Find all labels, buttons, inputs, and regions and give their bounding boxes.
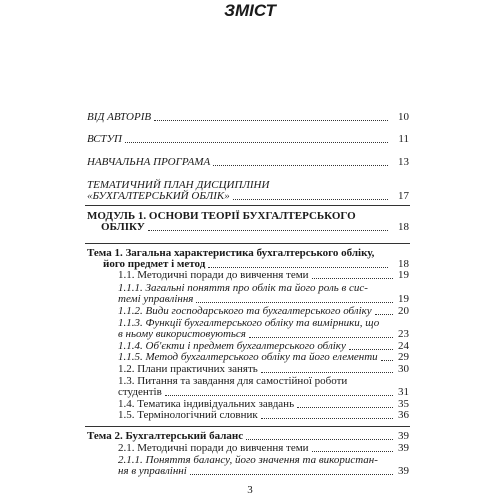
toc-entry-title: МОДУЛЬ 1. ОСНОВИ ТЕОРІЇ БУХГАЛТЕРСЬКОГО xyxy=(87,210,356,222)
dot-leader xyxy=(233,199,388,200)
toc-entry-title: 2.1. Методичні поради до вивчення теми xyxy=(118,442,309,454)
toc-entry-title: «БУХГАЛТЕРСЬКИЙ ОБЛІК» xyxy=(87,190,230,202)
section-divider xyxy=(85,426,410,427)
dot-leader xyxy=(154,120,388,121)
dot-leader xyxy=(148,230,388,231)
toc-page-number: 39 xyxy=(398,465,409,477)
toc-entry-title: ВСТУП xyxy=(87,133,123,145)
toc-entry-title: 1.2. Плани практичних занять xyxy=(118,363,258,375)
toc-page-number: 31 xyxy=(398,386,409,398)
toc-page-number: 19 xyxy=(398,293,409,305)
toc-page-number: 13 xyxy=(398,156,409,168)
toc-entry-title: ТЕМАТИЧНИЙ ПЛАН ДИСЦИПЛІНИ xyxy=(87,179,270,191)
toc-entry-title: 1.1.2. Види господарського та бухгалтерського обліку xyxy=(118,305,372,317)
toc-page-number: 39 xyxy=(398,442,409,454)
toc-entry-title: 1.4. Тематика індивідуальних завдань xyxy=(118,398,295,410)
toc-entry-title: ОБЛІКУ xyxy=(101,221,145,233)
dot-leader xyxy=(246,439,393,440)
toc-entry-title: темі управління xyxy=(118,293,194,305)
dot-leader xyxy=(208,267,388,268)
toc-page-number: 24 xyxy=(398,340,409,352)
toc-page-number: 35 xyxy=(398,398,409,410)
page-title: ЗМІСТ xyxy=(224,1,276,20)
toc-entry-title: ВІД АВТОРІВ xyxy=(87,111,152,123)
toc-page-number: 17 xyxy=(398,190,409,202)
toc-entry-title: 2.1.1. Поняття балансу, його значення та використан- xyxy=(118,454,378,466)
page-number: 3 xyxy=(247,484,253,496)
dot-leader xyxy=(165,395,393,396)
toc-entry-title: 1.5. Термінологічний словник xyxy=(118,409,258,421)
toc-page-number: 36 xyxy=(398,409,409,421)
toc-entry-title: його предмет і метод xyxy=(103,258,206,270)
toc-page-number: 39 xyxy=(398,430,409,442)
dot-leader xyxy=(196,302,393,303)
dot-leader xyxy=(213,165,388,166)
dot-leader xyxy=(312,278,393,279)
toc-page-number: 18 xyxy=(398,221,409,233)
toc-page-number: 29 xyxy=(398,351,409,363)
toc-entry-title: НАВЧАЛЬНА ПРОГРАМА xyxy=(87,156,211,168)
dot-leader xyxy=(249,337,393,338)
dot-leader xyxy=(297,407,393,408)
toc-entry-title: Тема 2. Бухгалтерський баланс xyxy=(87,430,244,442)
toc-entry-title: 1.1.4. Об'єкти і предмет бухгалтерського обліку xyxy=(118,340,346,352)
toc-page-number: 10 xyxy=(398,111,409,123)
dot-leader xyxy=(312,451,393,452)
dot-leader xyxy=(190,474,393,475)
toc-entry-title: 1.1.5. Метод бухгалтерського обліку та його елементи xyxy=(118,351,378,363)
toc-entry-title: 1.3. Питання та завдання для самостійної роботи xyxy=(118,375,348,387)
toc-entry-title: Тема 1. Загальна характеристика бухгалтерського обліку, xyxy=(87,247,375,259)
toc-entry-title: 1.1. Методичні поради до вивчення теми xyxy=(118,269,309,281)
toc-page-number: 20 xyxy=(398,305,409,317)
toc-entry-title: 1.1.1. Загальні поняття про облік та його роль в сис- xyxy=(118,282,368,294)
section-divider xyxy=(85,243,410,244)
toc-page-number: 18 xyxy=(398,258,409,270)
toc-page-number: 23 xyxy=(398,328,409,340)
toc-entry-title: в ньому використовуються xyxy=(118,328,246,340)
dot-leader xyxy=(261,418,393,419)
dot-leader xyxy=(375,314,393,315)
toc-page-number: 19 xyxy=(398,269,409,281)
toc-page-number: 11 xyxy=(398,133,409,145)
dot-leader xyxy=(349,349,393,350)
toc-page-number: 30 xyxy=(398,363,409,375)
dot-leader xyxy=(125,142,388,143)
dot-leader xyxy=(261,372,393,373)
toc-entry-title: ня в управлінні xyxy=(118,465,187,477)
toc-entry-title: студентів xyxy=(118,386,162,398)
section-divider xyxy=(85,205,410,206)
toc-entry-title: 1.1.3. Функції бухгалтерського обліку та вимірники, що xyxy=(118,317,380,329)
dot-leader xyxy=(381,360,393,361)
